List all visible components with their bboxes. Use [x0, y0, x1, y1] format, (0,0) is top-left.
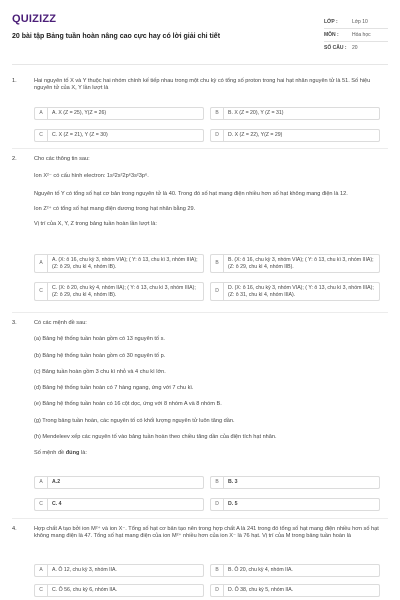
- option-text: D. Ô 38, chu kỳ 5, nhóm IIA.: [228, 587, 294, 594]
- statement: (h) Mendeleev xếp các nguyên tố vào bảng tuần hoàn theo chiều tăng dần của điện tích hạt nhân.: [34, 433, 277, 440]
- meta-row-subject: [324, 29, 388, 42]
- question-text: Cho các thông tin sau:: [34, 156, 90, 162]
- info-line: Nguyên tố Y có tổng số hạt cơ bản trong nguyên tử là 40. Trong đó số hạt mang điện nhiều hơn số hạt không mang điện là 12.: [34, 190, 348, 197]
- option-letter: A: [35, 255, 48, 272]
- info-line: Vị trí của X, Y, Z trong bảng tuần hoàn lần lượt là:: [34, 221, 157, 228]
- option-text: A. Ô 12, chu kỳ 3, nhóm IIA.: [52, 567, 117, 574]
- meta-table: [324, 16, 388, 55]
- option-letter: D: [211, 283, 224, 300]
- question-number: 1.: [12, 78, 17, 84]
- option-c[interactable]: [34, 129, 204, 142]
- header-divider: [12, 64, 388, 65]
- option-letter: C: [35, 283, 48, 300]
- option-text: D. (X: ô 16, chu kỳ 3, nhóm VIA); ( Y: ô 13, chu kì 3, nhóm IIIA); (Z: ô 31, chu kì 4, nhóm IIIA).: [228, 285, 374, 298]
- option-d[interactable]: [210, 129, 380, 142]
- option-b[interactable]: [210, 107, 380, 120]
- option-text: B. Ô 20, chu kỳ 4, nhóm IIA.: [228, 567, 293, 574]
- meta-value: Lớp 10: [352, 18, 368, 25]
- option-letter: A: [35, 565, 48, 576]
- question-body: [34, 78, 380, 93]
- meta-row-count: [324, 42, 388, 55]
- option-text: B. X (Z = 20), Y (Z = 31): [228, 110, 284, 117]
- question-text: Hai nguyên tố X và Y thuộc hai nhóm chính kế tiếp nhau trong một chu kỳ có tổng số proton trong hai hạt nhân nguyên tử là 51. Số hiệu nguyên tử của X, Y lần lượt là: [34, 78, 371, 92]
- info-line: Ion Z²⁺ có tổng số hạt mang điện dương trong hạt nhân bằng 29.: [34, 205, 196, 212]
- question-divider: [12, 148, 388, 149]
- option-text: A.2: [52, 479, 61, 486]
- option-letter: A: [35, 477, 48, 488]
- option-letter: B: [211, 108, 224, 119]
- option-a[interactable]: [34, 254, 204, 273]
- option-text: C. Ô 56, chu kỳ 6, nhóm IIA.: [52, 587, 118, 594]
- worksheet-header: [12, 8, 388, 60]
- question-number: 2.: [12, 156, 17, 162]
- option-text: D. X (Z = 22), Y(Z = 29): [228, 132, 283, 139]
- option-letter: B: [211, 477, 224, 488]
- question-body: [34, 156, 380, 228]
- option-d[interactable]: [210, 498, 380, 511]
- meta-key: SỐ CÂU :: [324, 45, 347, 52]
- prompt-suffix: là:: [79, 450, 87, 457]
- statement: (c) Bảng tuần hoàn gồm 3 chu kì nhỏ và 4 chu kì lớn.: [34, 368, 166, 375]
- statement: (g) Trong bảng tuần hoàn, các nguyên tố có khối lượng nguyên tử luôn tăng dần.: [34, 417, 235, 424]
- prompt-prefix: Số mệnh đề: [34, 450, 66, 457]
- question-prompt: [34, 450, 380, 457]
- option-c[interactable]: [34, 282, 204, 301]
- question-body: [34, 320, 380, 457]
- quizizz-logo: QUIZIZZ: [12, 13, 57, 25]
- meta-value: 20: [352, 45, 358, 52]
- meta-row-class: [324, 16, 388, 29]
- statement: (b) Bảng hệ thống tuần hoàn gồm có 30 nguyên tố p.: [34, 352, 166, 359]
- option-letter: D: [211, 585, 224, 596]
- option-a[interactable]: [34, 107, 204, 120]
- option-text: A. (X: ô 16, chu kỳ 3, nhóm VIA); ( Y: ô 13, chu kì 3, nhóm IIIA); (Z: ô 29, chu kì 4, nhóm IB).: [52, 257, 198, 270]
- option-a[interactable]: [34, 476, 204, 489]
- option-letter: D: [211, 499, 224, 510]
- option-letter: D: [211, 130, 224, 141]
- option-text: C. X (Z = 21), Y (Z = 30): [52, 132, 108, 139]
- option-d[interactable]: [210, 584, 380, 597]
- meta-key: LỚP :: [324, 18, 338, 25]
- option-text: B. (X: ô 16, chu kỳ 3, nhóm VIA); ( Y: ô 13, chu kì 3, nhóm IIIA); (Z: ô 29, chu kì 4, nhóm IIB).: [228, 257, 374, 270]
- option-b[interactable]: [210, 254, 380, 273]
- question-text: Có các mệnh đề sau:: [34, 320, 87, 326]
- statement: (d) Bảng hệ thống tuần hoàn có 7 hàng ngang, ứng với 7 chu kì.: [34, 385, 194, 392]
- option-b[interactable]: [210, 564, 380, 577]
- question-text: Hợp chất A tạo bởi ion M²⁺ và ion X⁻. Tổng số hạt cơ bản tạo nên trong hợp chất A là 241 trong đó tổng số hạt mang điện nhiều hơn số hạt không mang điện là 47. Tổng số hạt mang điện của ion M²⁺ nhiều hơn của ion X⁻ là 76 hạt. Vị trí của M trong bảng tuần hoàn là: [34, 526, 379, 540]
- option-text: C. 4: [52, 501, 62, 508]
- option-a[interactable]: [34, 564, 204, 577]
- statement: (e) Bảng hệ thống tuần hoàn có 16 cột dọc, ứng với 8 nhóm A và 8 nhóm B.: [34, 401, 222, 408]
- meta-key: MÔN :: [324, 31, 339, 38]
- question-divider: [12, 518, 388, 519]
- worksheet-title: 20 bài tập Bảng tuần hoàn nâng cao cực hay có lời giải chi tiết: [12, 33, 221, 40]
- option-letter: B: [211, 255, 224, 272]
- option-letter: C: [35, 499, 48, 510]
- meta-value: Hóa học: [352, 31, 371, 38]
- question-body: [34, 526, 380, 541]
- question-divider: [12, 312, 388, 313]
- option-letter: A: [35, 108, 48, 119]
- option-letter: C: [35, 130, 48, 141]
- option-d[interactable]: [210, 282, 380, 301]
- question-number: 3.: [12, 320, 17, 326]
- option-text: C. (X: ô 20, chu kỳ 4, nhóm IIA); ( Y: ô 13, chu kì 3, nhóm IIIA); (Z: ô 29, chu kì 4, nhóm IB).: [52, 285, 196, 298]
- option-letter: B: [211, 565, 224, 576]
- option-c[interactable]: [34, 498, 204, 511]
- statement: (a) Bảng hệ thống tuần hoàn gồm có 13 nguyên tố s.: [34, 336, 165, 343]
- option-text: B. 3: [228, 479, 238, 486]
- option-letter: C: [35, 585, 48, 596]
- option-text: A. X (Z = 25), Y(Z = 26): [52, 110, 107, 117]
- option-text: D. 5: [228, 501, 238, 508]
- question-number: 4.: [12, 526, 17, 532]
- option-c[interactable]: [34, 584, 204, 597]
- prompt-bold: đúng: [65, 450, 80, 457]
- option-b[interactable]: [210, 476, 380, 489]
- info-line: Ion X²⁻ có cấu hình electron: 1s²2s²2p⁶3s²3p⁶.: [34, 173, 149, 180]
